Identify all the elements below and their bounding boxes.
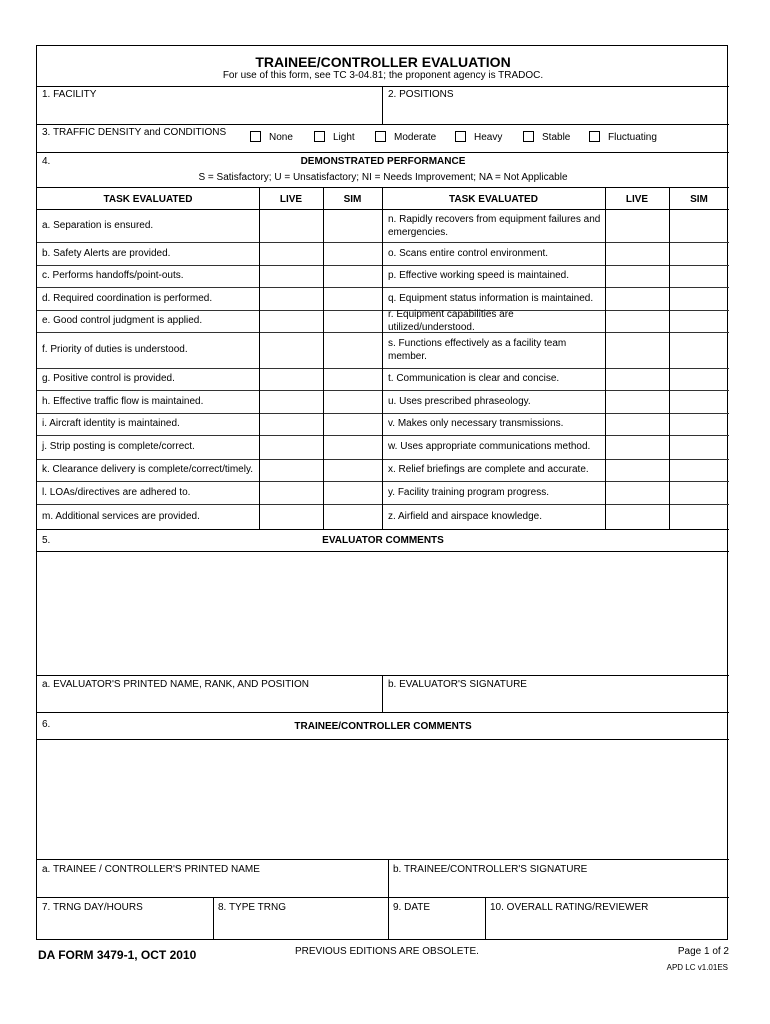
task-sim-rating-field[interactable] xyxy=(325,244,380,263)
task-label: q. Equipment status information is maintained. xyxy=(388,292,594,304)
date-field[interactable] xyxy=(391,915,482,935)
traffic-density-label: 3. TRAFFIC DENSITY and CONDITIONS xyxy=(42,127,227,138)
evaluator-name-label: a. EVALUATOR'S PRINTED NAME, RANK, AND POSITION xyxy=(42,679,309,690)
rating-legend: S = Satisfactory; U = Unsatisfactory; NI = Needs Improvement; NA = Not Applicable xyxy=(198,172,568,183)
task-sim-rating-field[interactable] xyxy=(325,506,380,527)
task-live-rating-field[interactable] xyxy=(261,392,321,411)
form-number: DA FORM 3479-1, OCT 2010 xyxy=(38,948,197,962)
task-label: g. Positive control is provided. xyxy=(42,373,175,384)
task-live-rating-field[interactable] xyxy=(607,211,667,240)
traffic-stable-checkbox[interactable] xyxy=(523,131,534,142)
task-live-rating-field[interactable] xyxy=(607,244,667,263)
task-live-rating-field[interactable] xyxy=(261,461,321,479)
task-live-rating-field[interactable] xyxy=(607,483,667,502)
col-live-left: LIVE xyxy=(279,194,303,205)
task-label: n. Rapidly recovers from equipment failures and emergencies. xyxy=(388,213,601,238)
task-sim-rating-field[interactable] xyxy=(325,211,380,240)
obsolete-notice: PREVIOUS EDITIONS ARE OBSOLETE. xyxy=(295,946,479,957)
task-sim-rating-field[interactable] xyxy=(325,334,380,366)
evaluator-signature-label: b. EVALUATOR'S SIGNATURE xyxy=(388,679,527,690)
task-live-rating-field[interactable] xyxy=(607,392,667,411)
task-label: e. Good control judgment is applied. xyxy=(42,315,203,326)
task-label: x. Relief briefings are complete and accurate. xyxy=(388,464,589,475)
task-live-rating-field[interactable] xyxy=(607,415,667,433)
task-sim-rating-field[interactable] xyxy=(671,415,727,433)
evaluator-comments-field[interactable] xyxy=(39,553,725,673)
task-label: v. Makes only necessary transmissions. xyxy=(388,418,564,429)
task-live-rating-field[interactable] xyxy=(607,312,667,330)
type-training-field[interactable] xyxy=(216,915,385,935)
task-label: r. Equipment capabilities are utilized/understood. xyxy=(388,309,514,333)
task-live-rating-field[interactable] xyxy=(607,461,667,479)
traffic-heavy-label: Heavy xyxy=(474,132,503,143)
task-label: f. Priority of duties is understood. xyxy=(42,344,188,355)
task-sim-rating-field[interactable] xyxy=(671,437,727,457)
version-code: APD LC v1.01ES xyxy=(666,963,728,972)
col-task-left: TASK EVALUATED xyxy=(103,194,193,205)
task-live-rating-field[interactable] xyxy=(607,506,667,527)
task-label: h. Effective traffic flow is maintained. xyxy=(42,395,204,407)
traffic-light-checkbox[interactable] xyxy=(314,131,325,142)
task-sim-rating-field[interactable] xyxy=(325,312,380,330)
task-label: m. Additional services are provided. xyxy=(42,510,200,522)
task-live-rating-field[interactable] xyxy=(607,437,667,457)
task-live-rating-field[interactable] xyxy=(261,211,321,240)
task-sim-rating-field[interactable] xyxy=(671,244,727,263)
task-label: c. Performs handoffs/point-outs. xyxy=(42,270,184,281)
task-sim-rating-field[interactable] xyxy=(325,370,380,388)
task-sim-rating-field[interactable] xyxy=(671,483,727,502)
trainee-name-label: a. TRAINEE / CONTROLLER'S PRINTED NAME xyxy=(42,864,260,875)
task-sim-rating-field[interactable] xyxy=(671,211,727,240)
task-live-rating-field[interactable] xyxy=(261,415,321,433)
task-label: u. Uses prescribed phraseology. xyxy=(388,395,531,407)
demonstrated-performance-heading: DEMONSTRATED PERFORMANCE xyxy=(300,156,466,167)
training-day-hours-label: 7. TRNG DAY/HOURS xyxy=(42,902,143,913)
overall-rating-label: 10. OVERALL RATING/REVIEWER xyxy=(490,902,649,913)
task-live-rating-field[interactable] xyxy=(607,289,667,308)
task-label: d. Required coordination is performed. xyxy=(42,292,213,304)
facility-label: 1. FACILITY xyxy=(42,89,97,100)
task-live-rating-field[interactable] xyxy=(607,267,667,285)
task-label: s. Functions effectively as a facility team member. xyxy=(388,338,567,362)
traffic-fluctuating-label: Fluctuating xyxy=(608,132,657,143)
evaluator-signature-field[interactable] xyxy=(385,692,725,710)
traffic-stable-label: Stable xyxy=(542,132,571,143)
trainee-comments-field[interactable] xyxy=(39,741,725,857)
task-sim-rating-field[interactable] xyxy=(671,370,727,388)
traffic-none-checkbox[interactable] xyxy=(250,131,261,142)
task-live-rating-field[interactable] xyxy=(261,267,321,285)
trainee-name-field[interactable] xyxy=(39,877,385,895)
traffic-none-label: None xyxy=(269,132,293,143)
section-6-number: 6. xyxy=(42,719,51,730)
training-day-hours-field[interactable] xyxy=(39,915,210,935)
task-label: l. LOAs/directives are adhered to. xyxy=(42,486,191,498)
task-label: i. Aircraft identity is maintained. xyxy=(42,418,180,429)
traffic-fluctuating-checkbox[interactable] xyxy=(589,131,600,142)
task-live-rating-field[interactable] xyxy=(261,483,321,502)
task-sim-rating-field[interactable] xyxy=(671,289,727,308)
task-live-rating-field[interactable] xyxy=(261,334,321,366)
overall-rating-field[interactable] xyxy=(488,915,725,935)
task-label: y. Facility training program progress. xyxy=(388,486,549,498)
col-sim-left: SIM xyxy=(343,194,362,205)
section-4-number: 4. xyxy=(42,156,51,167)
task-label: t. Communication is clear and concise. xyxy=(388,373,560,384)
task-sim-rating-field[interactable] xyxy=(671,267,727,285)
task-sim-rating-field[interactable] xyxy=(671,506,727,527)
positions-field[interactable] xyxy=(385,102,725,122)
col-sim-right: SIM xyxy=(690,194,708,205)
task-label: z. Airfield and airspace knowledge. xyxy=(388,510,542,522)
task-sim-rating-field[interactable] xyxy=(671,334,727,366)
task-label: a. Separation is ensured. xyxy=(42,219,154,231)
facility-field[interactable] xyxy=(39,102,379,122)
form-subtitle: For use of this form, see TC 3-04.81; the proponent agency is TRADOC. xyxy=(222,70,544,81)
task-label: k. Clearance delivery is complete/correct/timely. xyxy=(42,464,253,475)
task-sim-rating-field[interactable] xyxy=(325,461,380,479)
trainee-signature-label: b. TRAINEE/CONTROLLER'S SIGNATURE xyxy=(393,864,588,875)
task-sim-rating-field[interactable] xyxy=(325,415,380,433)
task-sim-rating-field[interactable] xyxy=(671,312,727,330)
task-label: o. Scans entire control environment. xyxy=(388,247,549,259)
task-sim-rating-field[interactable] xyxy=(325,289,380,308)
task-label: w. Uses appropriate communications method. xyxy=(388,441,591,452)
task-label: p. Effective working speed is maintained. xyxy=(388,270,570,281)
task-label: b. Safety Alerts are provided. xyxy=(42,247,171,259)
traffic-light-label: Light xyxy=(333,132,355,143)
traffic-heavy-checkbox[interactable] xyxy=(455,131,466,142)
task-live-rating-field[interactable] xyxy=(261,506,321,527)
task-live-rating-field[interactable] xyxy=(607,370,667,388)
trainee-signature-field[interactable] xyxy=(391,877,725,895)
page-number: Page 1 of 2 xyxy=(677,946,729,957)
col-live-right: LIVE xyxy=(625,194,649,205)
positions-label: 2. POSITIONS xyxy=(388,89,454,100)
task-sim-rating-field[interactable] xyxy=(671,392,727,411)
task-sim-rating-field[interactable] xyxy=(671,461,727,479)
evaluation-form xyxy=(36,45,728,940)
task-live-rating-field[interactable] xyxy=(261,312,321,330)
traffic-moderate-checkbox[interactable] xyxy=(375,131,386,142)
date-label: 9. DATE xyxy=(393,902,431,913)
evaluator-comments-heading: EVALUATOR COMMENTS xyxy=(322,535,444,546)
task-sim-rating-field[interactable] xyxy=(325,392,380,411)
task-sim-rating-field[interactable] xyxy=(325,483,380,502)
task-live-rating-field[interactable] xyxy=(261,370,321,388)
task-label: j. Strip posting is complete/correct. xyxy=(42,441,195,452)
task-live-rating-field[interactable] xyxy=(261,437,321,457)
section-5-number: 5. xyxy=(42,535,51,546)
evaluator-name-field[interactable] xyxy=(39,692,379,710)
form-title: TRAINEE/CONTROLLER EVALUATION xyxy=(255,54,511,70)
task-sim-rating-field[interactable] xyxy=(325,437,380,457)
col-task-right: TASK EVALUATED xyxy=(449,194,538,205)
traffic-moderate-label: Moderate xyxy=(394,132,437,143)
task-live-rating-field[interactable] xyxy=(261,289,321,308)
task-live-rating-field[interactable] xyxy=(607,334,667,366)
task-live-rating-field[interactable] xyxy=(261,244,321,263)
task-sim-rating-field[interactable] xyxy=(325,267,380,285)
type-training-label: 8. TYPE TRNG xyxy=(218,902,286,913)
trainee-comments-heading: TRAINEE/CONTROLLER COMMENTS xyxy=(294,721,472,732)
